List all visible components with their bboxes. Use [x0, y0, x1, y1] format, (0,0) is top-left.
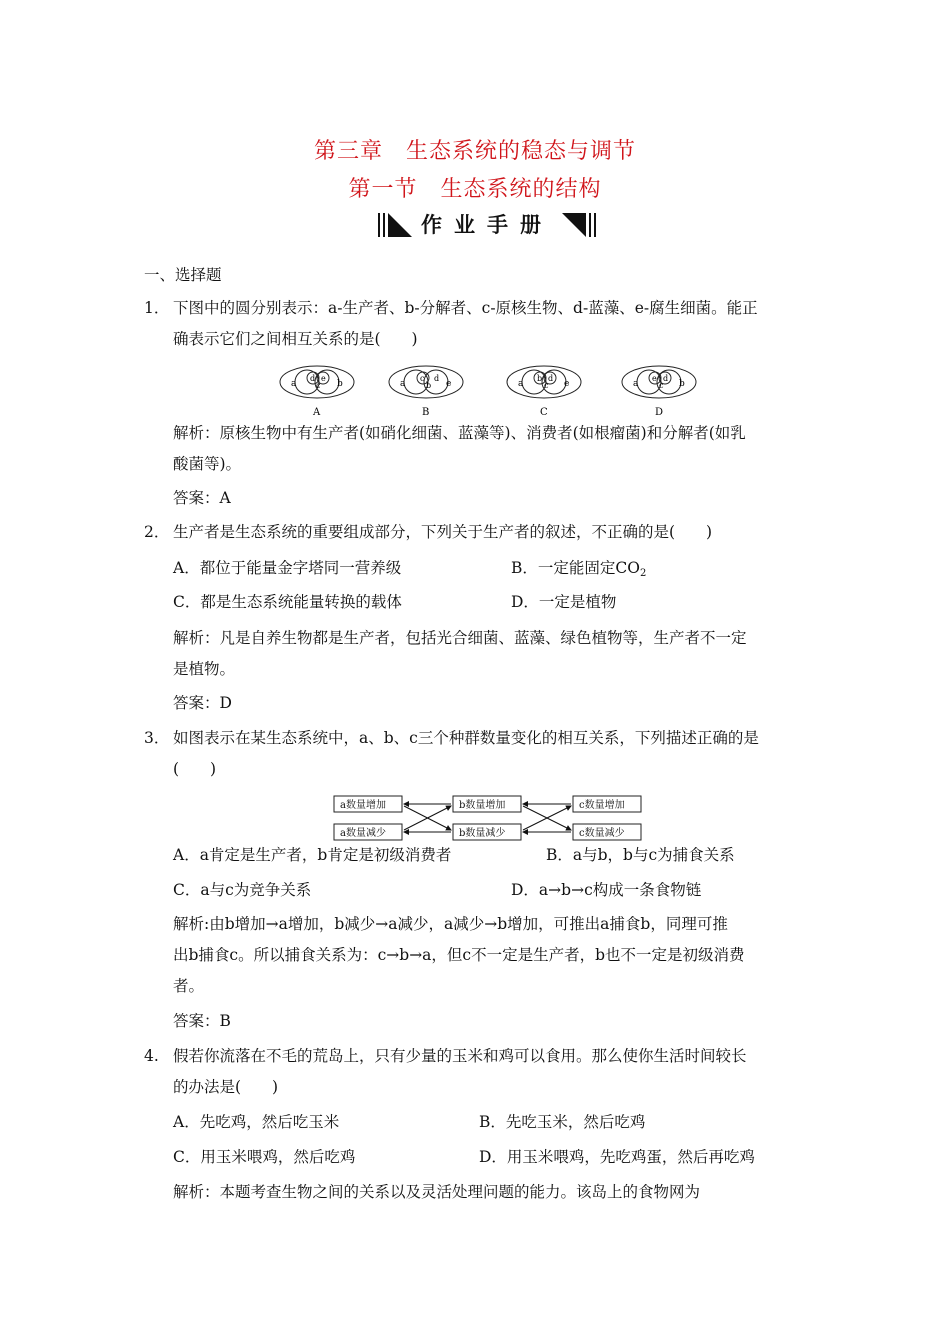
q3-option-a: A．a肯定是生产者，b肯定是初级消费者	[173, 846, 452, 864]
q2-answer: 答案：D	[173, 694, 232, 712]
q4-option-c: C．用玉米喂鸡，然后吃鸡	[173, 1148, 356, 1166]
q4-stem: 假若你流落在不毛的荒岛上，只有少量的玉米和鸡可以食用。那么使你生活时间较长	[173, 1047, 747, 1065]
svg-text:d: d	[663, 374, 669, 383]
q3-answer: 答案：B	[173, 1012, 231, 1030]
q1-figure	[276, 364, 706, 426]
svg-text:d: d	[548, 374, 554, 383]
q2-option-c: C．都是生态系统能量转换的载体	[173, 593, 402, 611]
population-relation-diagram	[330, 794, 650, 844]
q3-analysis-cont: 出b捕食c。所以捕食关系为：c→b→a，但c不一定是生产者，b也不一定是初级消费	[173, 946, 745, 964]
q4-number: 4.	[144, 1047, 159, 1065]
q4-option-b: B．先吃玉米，然后吃鸡	[479, 1113, 646, 1131]
svg-text:b: b	[679, 379, 685, 389]
q2-option-b: B．一定能固定$CO_2$	[511, 559, 647, 579]
q1-stem: 下图中的圆分别表示：a-生产者、b-分解者、c-原核生物、d-蓝藻、e-腐生细菌。能正	[173, 299, 758, 317]
chapter-title: 第三章 生态系统的稳态与调节	[313, 139, 636, 164]
box-a-decrease: a数量减少	[340, 828, 386, 839]
svg-text:d: d	[310, 374, 316, 383]
svg-text:c: c	[420, 374, 425, 383]
q1-stem-cont: 确表示它们之间相互关系的是( )	[173, 330, 418, 348]
q4-option-d: D．用玉米喂鸡，先吃鸡蛋，然后再吃鸡	[479, 1148, 755, 1166]
q2-number: 2．	[144, 523, 170, 541]
q2-stem: 生产者是生态系统的重要组成部分，下列关于生产者的叙述，不正确的是( )	[173, 523, 713, 541]
svg-text:a: a	[291, 379, 297, 389]
q3-stem: 如图表示在某生态系统中，a、b、c三个种群数量变化的相互关系，下列描述正确的是	[173, 729, 759, 747]
venn-label-b: B	[422, 407, 430, 418]
q3-figure	[330, 794, 650, 848]
venn-label-c: C	[540, 407, 548, 418]
q2-option-d: D．一定是植物	[511, 593, 617, 611]
homework-banner	[378, 210, 596, 240]
q1-answer: 答案：A	[173, 489, 231, 507]
svg-text:a: a	[518, 379, 524, 389]
q1-number: 1．	[144, 299, 170, 317]
q2-option-a: A．都位于能量金字塔同一营养级	[173, 559, 402, 577]
svg-text:e: e	[321, 374, 326, 383]
venn-option-d	[622, 366, 696, 418]
svg-text:b: b	[537, 374, 543, 383]
box-c-increase: c数量增加	[579, 800, 625, 811]
q1-analysis-cont: 酸菌等)。	[173, 455, 242, 473]
venn-label-d: D	[655, 407, 664, 418]
svg-text:a: a	[400, 379, 406, 389]
svg-text:e: e	[446, 379, 452, 389]
svg-text:d: d	[434, 374, 440, 383]
svg-text:e: e	[652, 374, 657, 383]
q2-analysis: 解析：凡是自养生物都是生产者，包括光合细菌、蓝藻、绿色植物等，生产者不一定	[173, 629, 747, 647]
q3-number: 3．	[144, 729, 170, 747]
box-c-decrease: c数量减少	[579, 828, 625, 839]
section-title: 第一节 生态系统的结构	[348, 177, 602, 202]
venn-option-c	[507, 366, 581, 418]
q3-option-c: C．a与c为竞争关系	[173, 881, 312, 899]
venn-diagram-options	[276, 364, 706, 422]
venn-option-a	[280, 366, 354, 418]
section-heading: 一、选择题	[144, 266, 222, 284]
q2-analysis-cont: 是植物。	[173, 660, 236, 678]
svg-text:c: c	[316, 381, 321, 390]
q4-analysis: 解析：本题考查生物之间的关系以及灵活处理问题的能力。该岛上的食物网为	[173, 1183, 701, 1201]
venn-option-b	[389, 366, 463, 418]
q4-option-a: A．先吃鸡，然后吃玉米	[173, 1113, 340, 1131]
svg-text:b: b	[426, 381, 432, 390]
svg-text:a: a	[633, 379, 639, 389]
q3-option-b: B．a与b，b与c为捕食关系	[546, 846, 735, 864]
q3-stem-cont: ( )	[173, 760, 217, 778]
q3-option-d: D．a→b→c构成一条食物链	[511, 881, 702, 899]
box-b-increase: b数量增加	[459, 800, 506, 811]
q1-analysis: 解析：原核生物中有生产者(如硝化细菌、蓝藻等)、消费者(如根瘤菌)和分解者(如乳	[173, 424, 746, 442]
svg-text:c: c	[544, 381, 549, 390]
banner-text: 作业手册	[421, 213, 553, 237]
q3-analysis: 解析:由b增加→a增加，b减少→a减少，a减少→b增加，可推出a捕食b，同理可推	[173, 915, 728, 933]
svg-text:b: b	[337, 379, 343, 389]
svg-text:e: e	[564, 379, 570, 389]
box-a-increase: a数量增加	[340, 800, 386, 811]
q4-stem-cont: 的办法是( )	[173, 1078, 279, 1096]
svg-text:c: c	[659, 381, 664, 390]
q3-analysis-cont2: 者。	[173, 977, 205, 995]
box-b-decrease: b数量减少	[459, 828, 506, 839]
venn-label-a: A	[313, 407, 321, 418]
